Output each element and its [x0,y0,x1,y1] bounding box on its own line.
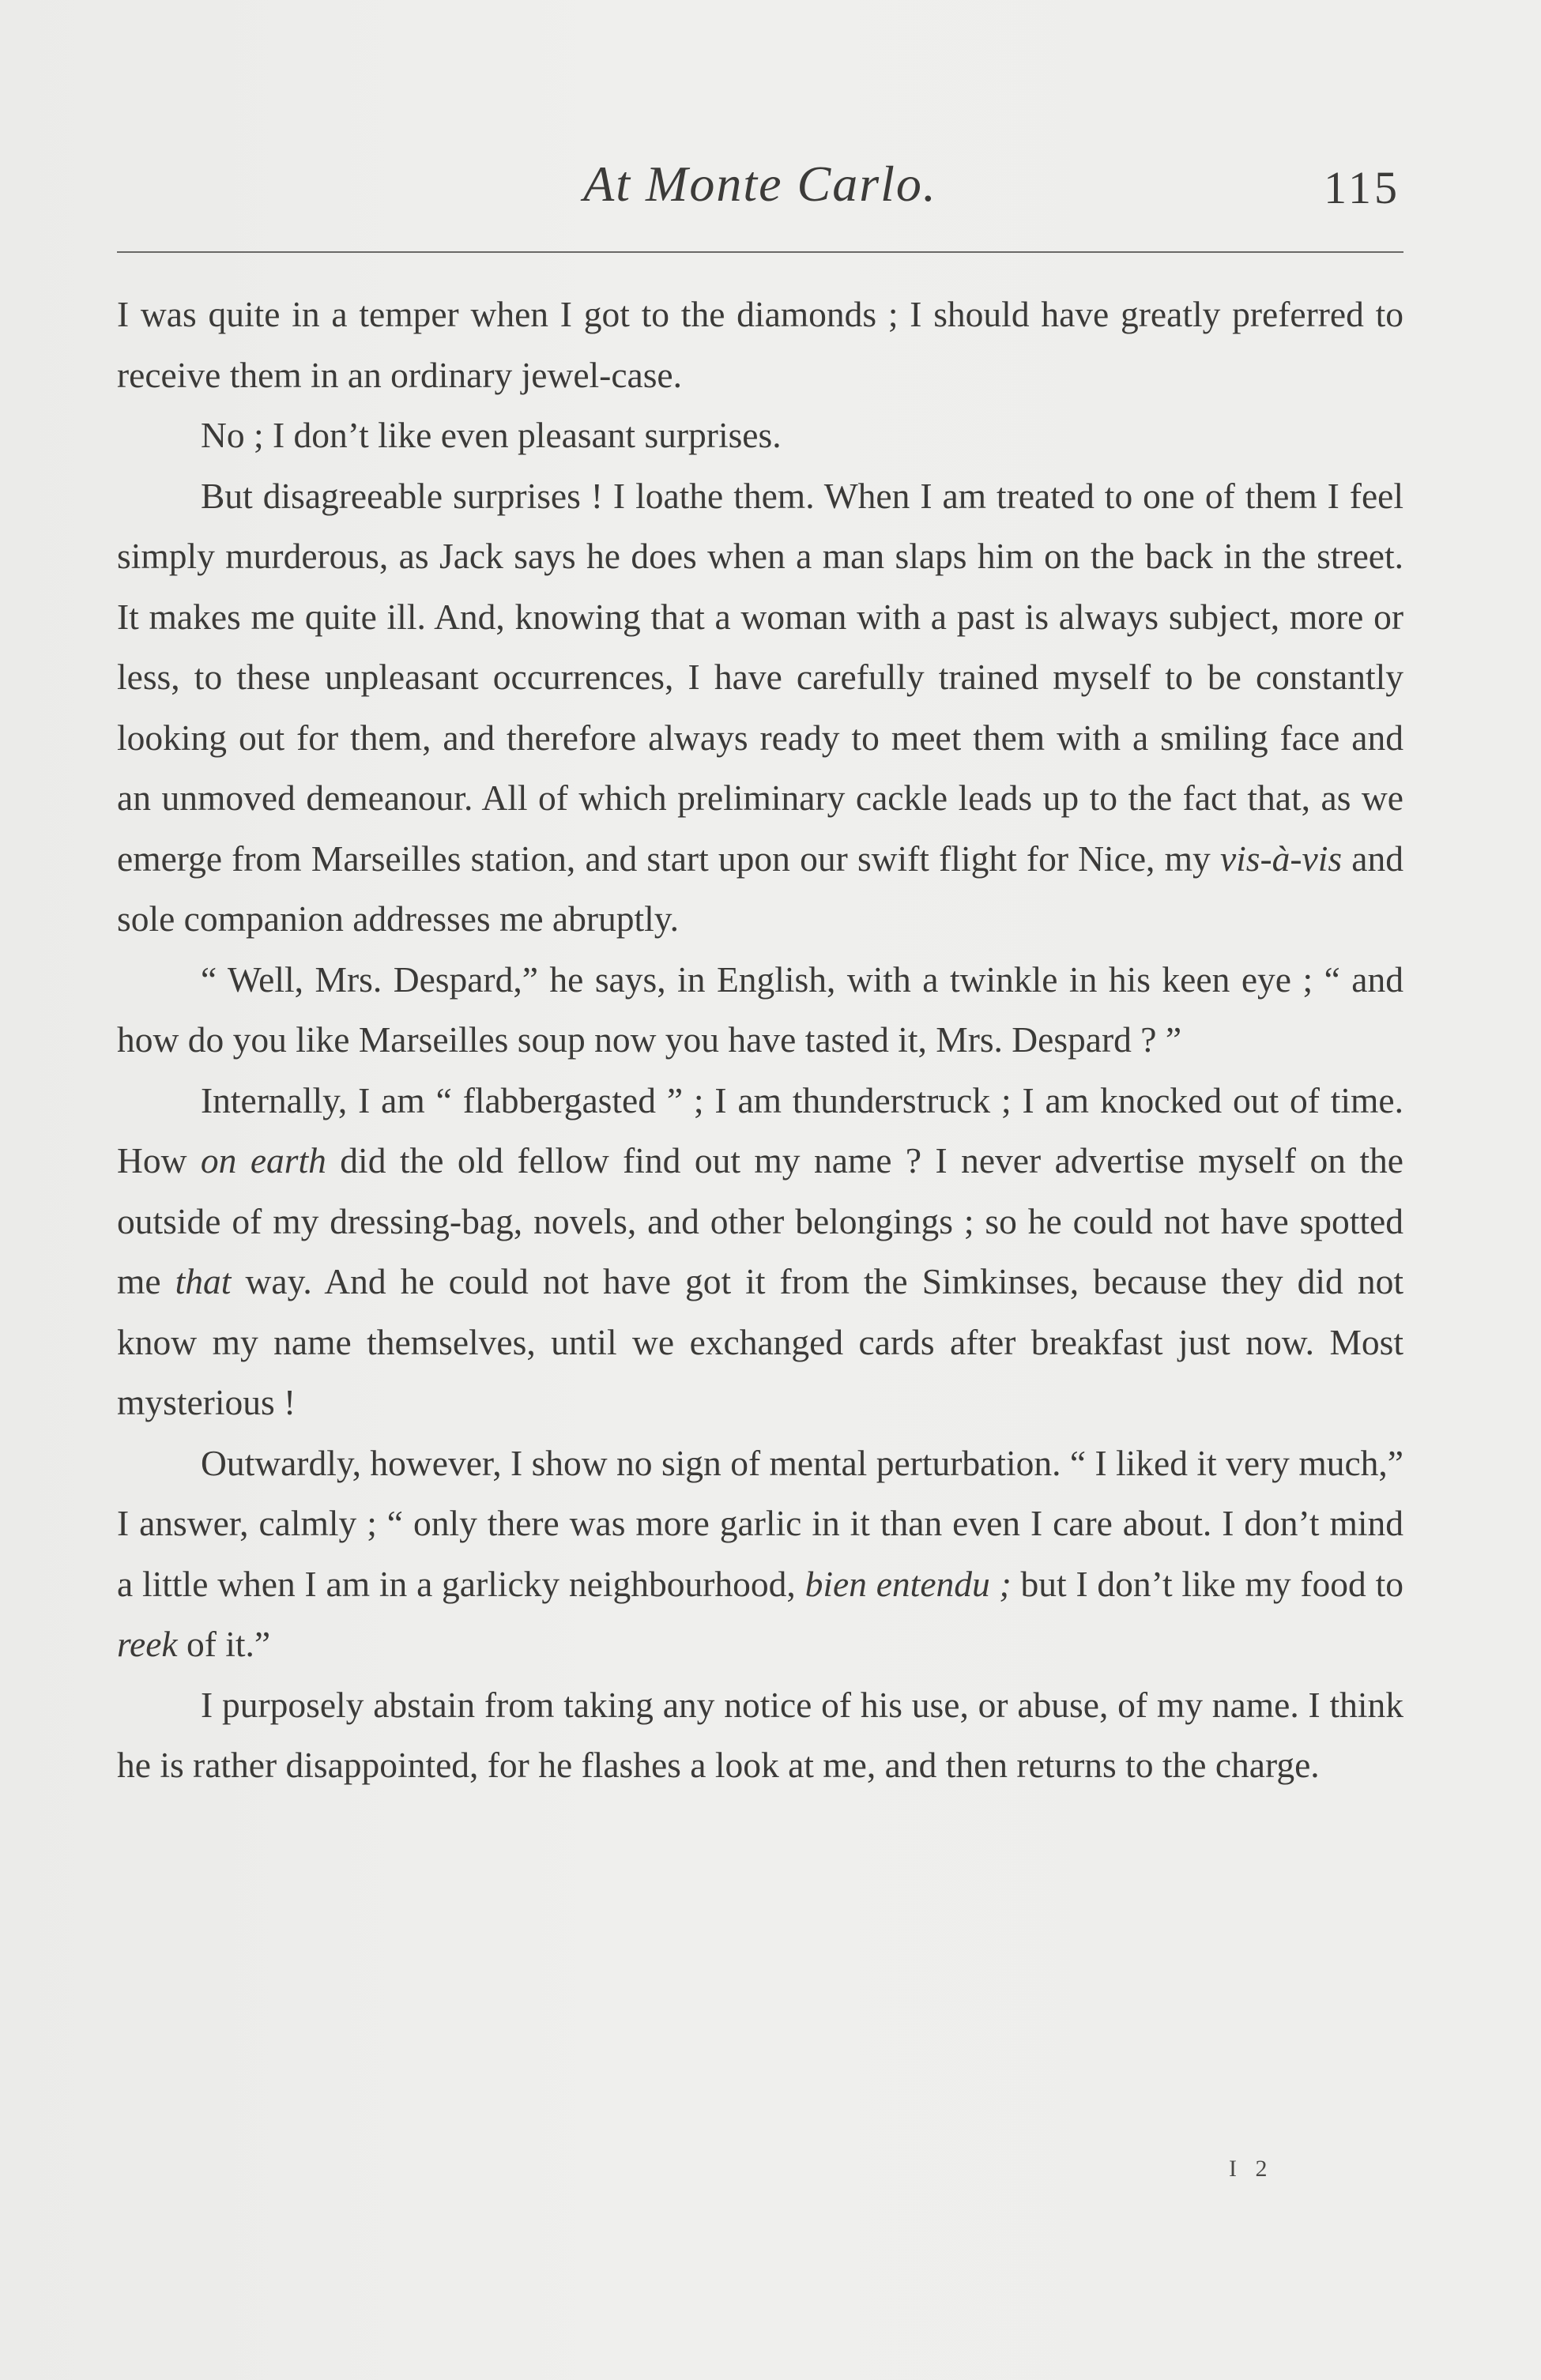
paragraph [117,950,1403,1071]
italic-phrase: bien entendu ; [804,1563,1012,1604]
body-text [117,284,1403,1796]
running-head-title: At Monte Carlo. [583,156,937,212]
text-run: Internally, I am “ flabbergasted ” ; I am thunderstruck ; I am knocked out of time. How [117,1079,1403,1181]
text-run: way. And he could not have got it from the Simkinses, because they did not know my name themselves, until we exchanged cards after breakfast just now. Most mysterious ! [117,1261,1403,1422]
text-run: and sole companion addresses me abruptly. [117,838,1403,939]
italic-phrase: vis-à-vis [1219,838,1343,879]
paragraph [117,405,1403,466]
text-run: But disagreeable surprises ! I loathe them. When I am treated to one of them I feel simply murderous, as Jack says he does when a man slaps him on the back in the street. It makes me quite ill. And, knowing that a woman with a past is always subject, more or less, to these unpleasant occurrences, I have carefully trained myself to be constantly looking out for them, and therefore always ready to meet them with a smiling face and an unmoved demeanour. All of which preliminary cackle leads up to the fact that, as we emerge from Marseilles station, and start upon our swift flight for Nice, my [117,475,1403,879]
paragraph [117,1071,1403,1433]
text-run: I was quite in a temper when I got to the diamonds ; I should have greatly preferred to receive them in an ordinary jewel-case. [117,294,1403,395]
paragraph [117,466,1403,950]
text-run: of it.” [177,1624,271,1664]
paragraph [117,1675,1403,1796]
italic-phrase: reek [117,1624,178,1664]
running-head [117,155,1403,226]
paragraph [117,284,1403,405]
text-run: Outwardly, however, I show no sign of mental perturbation. “ I liked it very much,” I answer, calmly ; “ only there was more garlic in it than even I care about. I don’t mind a little when I am in a garlicky neighbourhood, [117,1442,1403,1604]
paragraph [117,1433,1403,1675]
italic-phrase: on earth [200,1140,326,1181]
text-run: “ Well, Mrs. Despard,” he says, in English, with a twinkle in his keen eye ; “ and how do you like Marseilles soup now you have tasted it, Mrs. Despard ? ” [117,958,1403,1060]
text-run: did the old fellow find out my name ? I never advertise myself on the outside of my dressing-bag, novels, and other belongings ; so he could not have spotted me [117,1140,1403,1301]
text-run: I purposely abstain from taking any notice of his use, or abuse, of my name. I think he is rather disappointed, for he flashes a look at me, and then returns to the charge. [117,1684,1403,1785]
printer-signature-mark: I 2 [1229,2156,1274,2182]
header-rule [117,251,1403,253]
text-run: No ; I don’t like even pleasant surprises. [201,415,782,455]
italic-phrase: that [175,1261,232,1301]
page-number: 115 [1324,162,1400,213]
text-run: but I don’t like my food to [1011,1563,1403,1604]
